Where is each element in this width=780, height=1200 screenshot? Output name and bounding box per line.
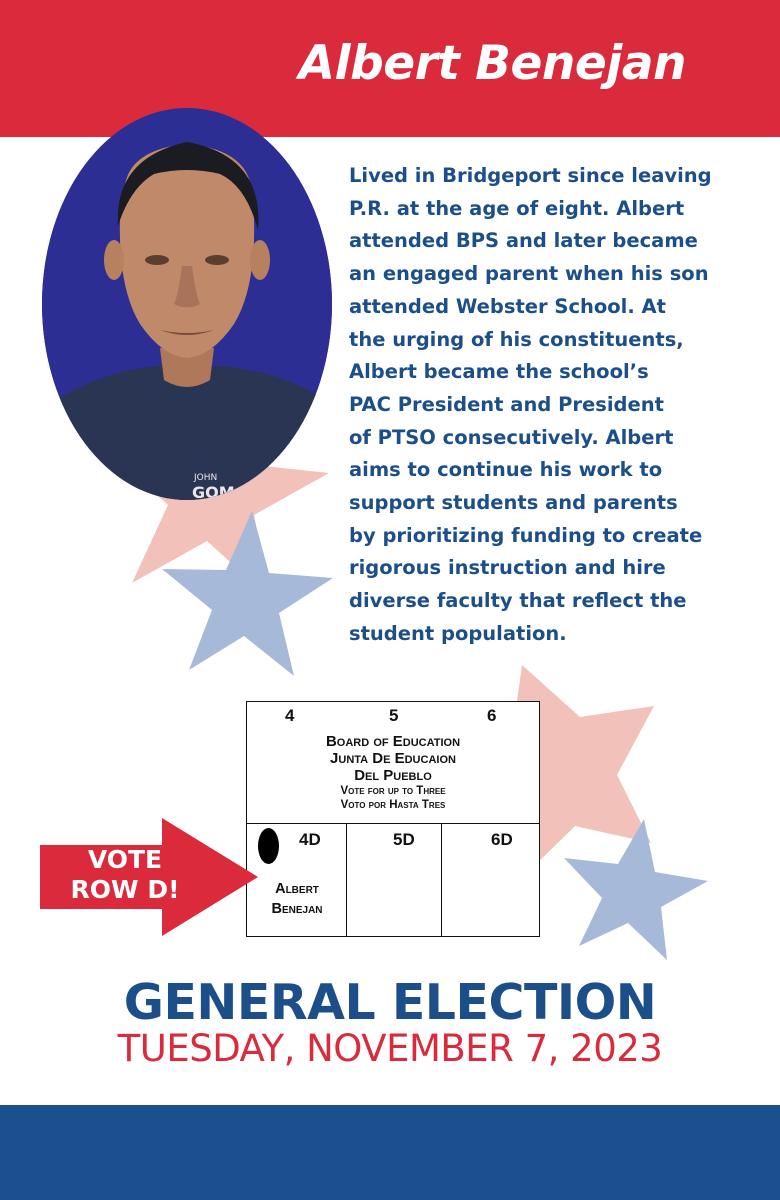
callout-line-2: ROW D! (70, 875, 180, 904)
column-number-5: 5 (389, 706, 399, 725)
bio-line: by prioritizing funding to create (349, 523, 703, 547)
vote-row-callout (40, 845, 210, 905)
ballot-cell-4d (247, 824, 347, 936)
vote-instruction-spanish: Voto por Hasta Tres (340, 799, 446, 811)
office-title: Board of Education (325, 733, 461, 750)
bio-line: P.R. at the age of eight. Albert (349, 196, 685, 220)
bio-line: student population. (349, 621, 567, 645)
bio-line: support students and parents (349, 491, 678, 515)
cell-label-5d: 5D (393, 830, 415, 849)
shirt-text-2: GOM (192, 483, 235, 500)
bio-line: diverse faculty that reflect the (349, 589, 687, 613)
candidate-name: Albert Benejan (298, 36, 686, 91)
election-date: TUESDAY, NOVEMBER 7, 2023 (117, 1027, 663, 1070)
election-title: GENERAL ELECTION (123, 974, 657, 1031)
star-blue-right (564, 819, 708, 960)
bio-line: attended BPS and later became (349, 229, 698, 253)
cell-label-4d: 4D (299, 830, 321, 849)
office-heading (247, 733, 539, 812)
bio-line: aims to continue his work to (349, 458, 663, 482)
candidate-photo (42, 108, 332, 500)
ballot-cell-6d (442, 824, 539, 936)
shirt-text-1: JOHN (194, 473, 218, 483)
office-title-spanish-2: Del Pueblo (354, 767, 432, 784)
bio-line: attended Webster School. At (349, 294, 666, 318)
column-number-6: 6 (487, 706, 497, 725)
candidate-first-name: Albert (275, 881, 319, 897)
bio-line: the urging of his constituents, (349, 327, 684, 351)
cell-label-6d: 6D (491, 830, 513, 849)
footer-band (0, 1105, 780, 1200)
callout-line-1: VOTE (87, 845, 163, 874)
ballot-header (247, 702, 539, 824)
office-title-spanish: Junta De Educaion (330, 750, 456, 767)
vote-instruction: Vote for up to Three (340, 785, 446, 797)
bio-line: an engaged parent when his son (349, 262, 709, 286)
bio-line: rigorous instruction and hire (349, 556, 666, 580)
candidate-bio (349, 160, 759, 651)
bio-line: PAC President and President (349, 392, 664, 416)
bio-line: Albert became the school’s (349, 360, 649, 384)
bio-line: of PTSO consecutively. Albert (349, 425, 674, 449)
ballot-cell-5d (347, 824, 442, 936)
bio-line: Lived in Bridgeport since leaving (349, 164, 712, 187)
sample-ballot (246, 701, 540, 937)
column-number-4: 4 (285, 706, 295, 725)
filled-vote-oval (258, 828, 279, 864)
ballot-candidate-name (255, 879, 339, 919)
candidate-last-name: Benejan (271, 901, 323, 917)
